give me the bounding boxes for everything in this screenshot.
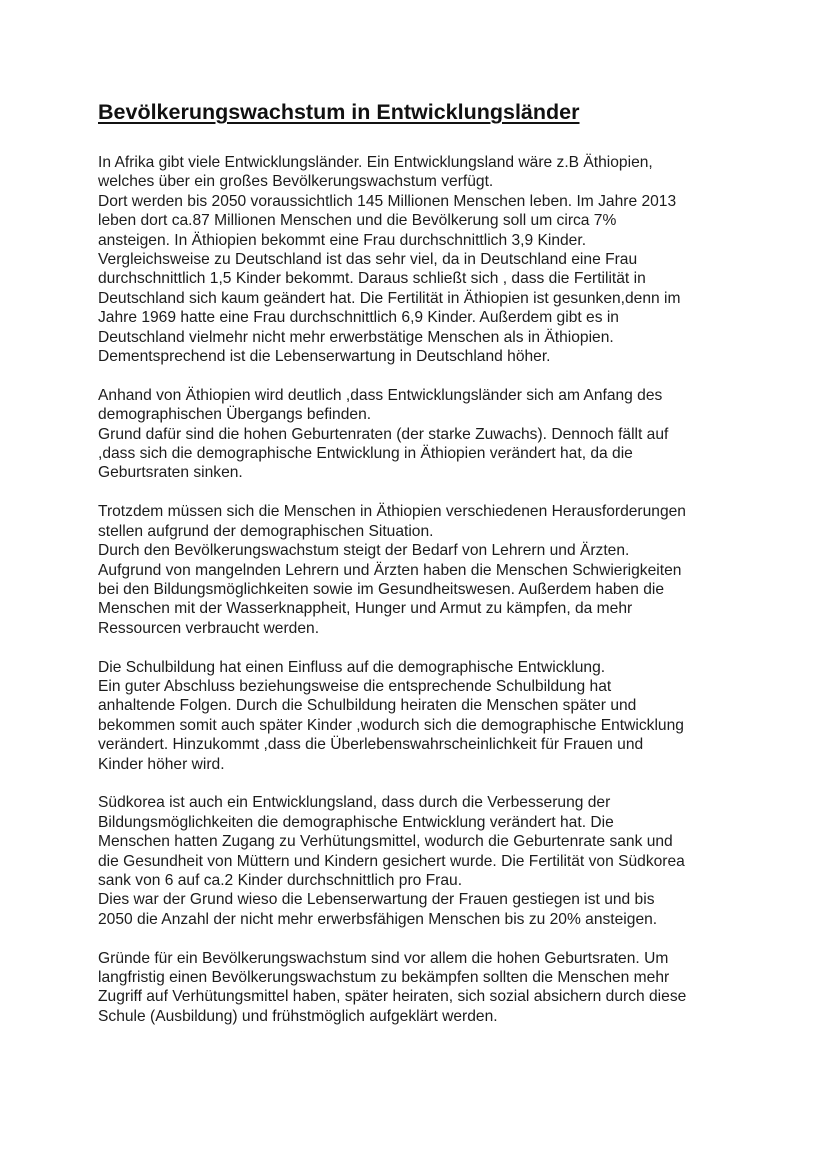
text-line: Zugriff auf Verhütungsmittel haben, später heiraten, sich sozial absichern durch diese bbox=[98, 988, 687, 1006]
text-line: verändert. Hinzukommt ,dass die Überlebenswahrscheinlichkeit für Frauen und bbox=[98, 736, 644, 754]
paragraph bbox=[98, 502, 758, 638]
text-line: Schule (Ausbildung) und frühstmöglich aufgeklärt werden. bbox=[98, 1007, 498, 1025]
text-line: stellen aufgrund der demographischen Situation. bbox=[98, 522, 434, 540]
text-line: Dies war der Grund wieso die Lebenserwartung der Frauen gestiegen ist und bis bbox=[98, 891, 655, 909]
text-line: Aufgrund von mangelnden Lehrern und Ärzten haben die Menschen Schwierigkeiten bbox=[98, 561, 682, 579]
text-line: welches über ein großes Bevölkerungswachstum verfügt. bbox=[98, 173, 494, 191]
text-line: Jahre 1969 hatte eine Frau durchschnittlich 6,9 Kinder. Außerdem gibt es in bbox=[98, 309, 619, 327]
text-line: anhaltende Folgen. Durch die Schulbildung heiraten die Menschen später und bbox=[98, 697, 637, 715]
paragraph bbox=[98, 658, 758, 774]
paragraph bbox=[98, 949, 758, 1027]
paragraph bbox=[98, 153, 758, 366]
text-line: Kinder höher wird. bbox=[98, 755, 225, 773]
text-line: Grund dafür sind die hohen Geburtenraten (der starke Zuwachs). Dennoch fällt auf bbox=[98, 425, 669, 443]
text-line: bei den Bildungsmöglichkeiten sowie im Gesundheitswesen. Außerdem haben die bbox=[98, 580, 665, 598]
text-line: Geburtsraten sinken. bbox=[98, 464, 243, 482]
text-line: Ressourcen verbraucht werden. bbox=[98, 619, 320, 637]
text-line: Gründe für ein Bevölkerungswachstum sind vor allem die hohen Geburtsraten. Um bbox=[98, 949, 669, 967]
text-line: Ein guter Abschluss beziehungsweise die entsprechende Schulbildung hat bbox=[98, 677, 612, 695]
text-line: Anhand von Äthiopien wird deutlich ,dass Entwicklungsländer sich am Anfang des bbox=[98, 386, 663, 404]
text-line: langfristig einen Bevölkerungswachstum zu bekämpfen sollten die Menschen mehr bbox=[98, 968, 670, 986]
text-line: Südkorea ist auch ein Entwicklungsland, dass durch die Verbesserung der bbox=[98, 794, 611, 812]
paragraph bbox=[98, 386, 758, 483]
document-body bbox=[98, 153, 758, 1046]
text-line: Menschen hatten Zugang zu Verhütungsmittel, wodurch die Geburtenrate sank und bbox=[98, 833, 673, 851]
text-line: In Afrika gibt viele Entwicklungsländer. Ein Entwicklungsland wäre z.B Äthiopien, bbox=[98, 154, 653, 171]
text-line: Die Schulbildung hat einen Einfluss auf die demographische Entwicklung. bbox=[98, 658, 606, 676]
text-line: sank von 6 auf ca.2 Kinder durchschnittlich pro Frau. bbox=[98, 871, 463, 889]
text-line: bekommen somit auch später Kinder ,wodurch sich die demographische Entwicklung bbox=[98, 716, 684, 734]
text-line: Deutschland vielmehr nicht mehr erwerbstätige Menschen als in Äthiopien. bbox=[98, 328, 614, 346]
text-line: Deutschland sich kaum geändert hat. Die Fertilität in Äthiopien ist gesunken,denn im bbox=[98, 289, 681, 307]
text-line: Vergleichsweise zu Deutschland ist das sehr viel, da in Deutschland eine Frau bbox=[98, 251, 638, 269]
text-line: ansteigen. In Äthiopien bekommt eine Frau durchschnittlich 3,9 Kinder. bbox=[98, 231, 587, 249]
text-line: leben dort ca.87 Millionen Menschen und die Bevölkerung soll um circa 7% bbox=[98, 212, 617, 230]
text-line: ,dass sich die demographische Entwicklung in Äthiopien verändert hat, da die bbox=[98, 445, 633, 463]
text-line: demographischen Übergangs befinden. bbox=[98, 406, 372, 424]
text-line: Dementsprechend ist die Lebenserwartung in Deutschland höher. bbox=[98, 348, 551, 366]
paragraph bbox=[98, 793, 758, 929]
text-line: Durch den Bevölkerungswachstum steigt der Bedarf von Lehrern und Ärzten. bbox=[98, 542, 630, 560]
text-line: Menschen mit der Wasserknappheit, Hunger und Armut zu kämpfen, da mehr bbox=[98, 600, 633, 618]
text-line: durchschnittlich 1,5 Kinder bekommt. Daraus schließt sich , dass die Fertilität in bbox=[98, 270, 646, 288]
document-title: Bevölkerungswachstum in Entwicklungsländer bbox=[98, 100, 580, 124]
text-line: Dort werden bis 2050 voraussichtlich 145 Millionen Menschen leben. Im Jahre 2013 bbox=[98, 192, 677, 210]
text-line: Trotzdem müssen sich die Menschen in Äthiopien verschiedenen Herausforderungen bbox=[98, 503, 686, 521]
text-line: 2050 die Anzahl der nicht mehr erwerbsfähigen Menschen bis zu 20% ansteigen. bbox=[98, 910, 658, 928]
text-line: Bildungsmöglichkeiten die demographische Entwicklung verändert hat. Die bbox=[98, 813, 614, 831]
text-line: die Gesundheit von Müttern und Kindern gesichert wurde. Die Fertilität von Südkorea bbox=[98, 852, 685, 870]
